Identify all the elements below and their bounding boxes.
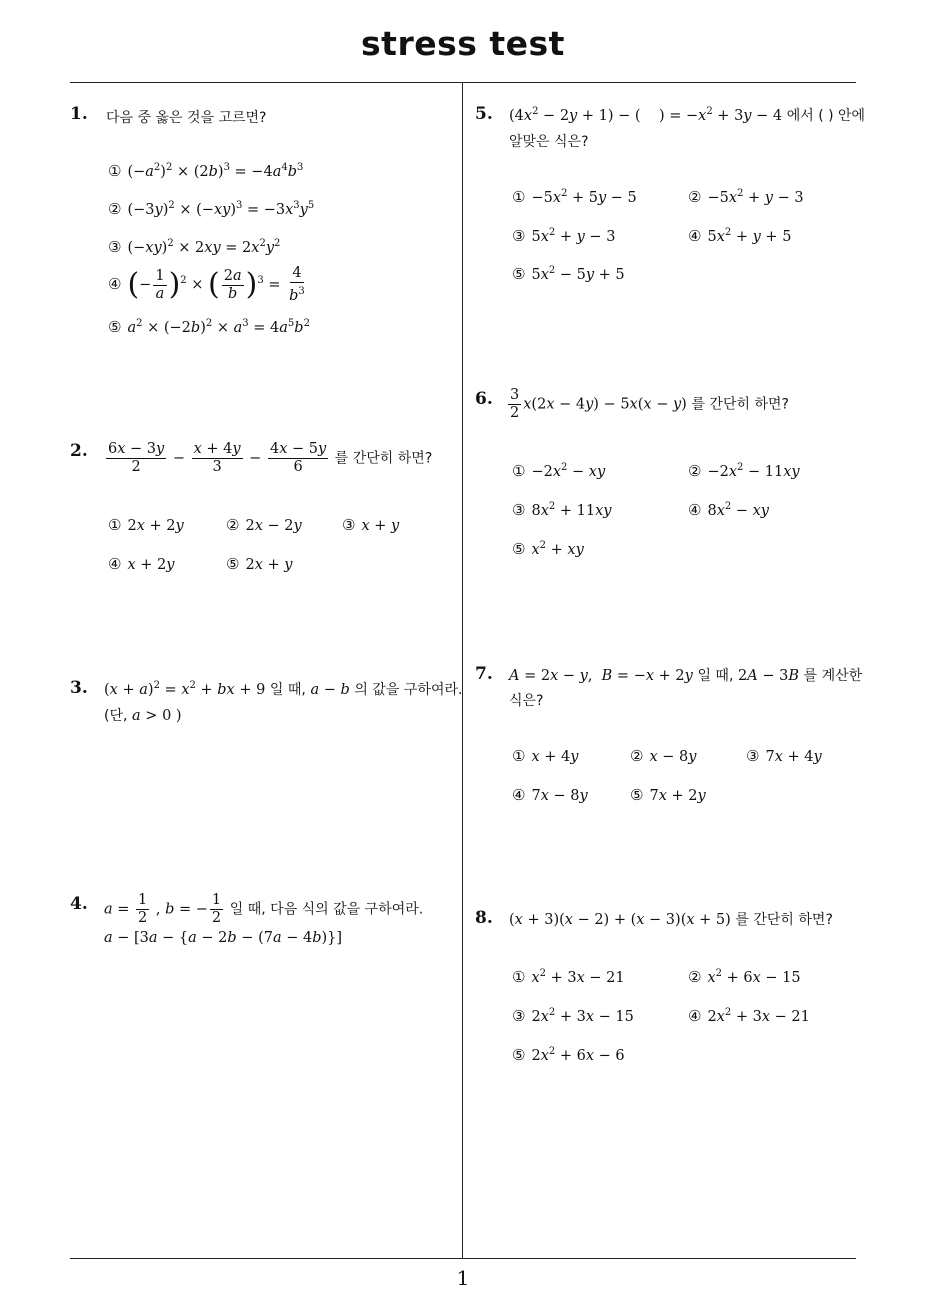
choice-1[interactable]: ① $(-a^2)^2 \times (2b)^3 = -4a^4b^3$ xyxy=(108,162,304,180)
question-text: 에서 ( ) 안에 xyxy=(786,108,866,124)
question-7-line-1: A = 2x − y, B = −x + 2y 일 때, 2A − 3B 를 계산한 xyxy=(509,668,863,684)
page-number: 1 xyxy=(456,1266,470,1290)
question-5-line-1: $(4x^2 - 2y + 1)$ − ( ) = $-x^2 + 3y - 4$ 에서 ( ) 안에 xyxy=(509,106,866,124)
question-condition: (단, xyxy=(104,708,128,724)
choice-4[interactable]: ④ 7x − 8y xyxy=(512,786,588,804)
question-3-line-2: (단, a > 0 ) xyxy=(104,708,182,724)
column-divider xyxy=(462,83,463,1258)
choice-marker: ④ xyxy=(688,227,702,245)
question-text: 알맞은 식은? xyxy=(509,134,589,150)
choice-marker: ⑤ xyxy=(630,786,644,804)
choice-3[interactable]: ③ x + y xyxy=(342,516,400,534)
question-number: 1. xyxy=(70,104,88,124)
choice-5[interactable]: ⑤ $x^2$ + xy xyxy=(512,540,584,558)
choice-1[interactable]: ① 2x + 2y xyxy=(108,516,184,534)
question-text: 를 간단히 하면? xyxy=(334,450,433,467)
choice-marker: ③ xyxy=(512,227,526,245)
choice-4[interactable]: ④ $5x^2 + y + 5$ xyxy=(688,227,792,245)
question-text: 를 간단히 하면? xyxy=(735,912,833,928)
choice-5[interactable]: ⑤ 2x + y xyxy=(226,555,293,573)
choice-marker: ⑤ xyxy=(512,1046,526,1064)
choice-marker: ⑤ xyxy=(226,555,240,573)
choice-5[interactable]: ⑤ $a^2 \times (-2b)^2 \times a^3 = 4a^5b^2$ xyxy=(108,318,310,336)
choice-2[interactable]: ② $-5x^2 + y - 3$ xyxy=(688,188,804,206)
choice-3[interactable]: ③ $8x^2 + 11xy$ xyxy=(512,501,612,519)
page-title: stress test xyxy=(361,24,565,63)
choice-4[interactable]: ④ $2x^2 + 3x - 21$ xyxy=(688,1007,810,1025)
choice-5[interactable]: ⑤ 7x + 2y xyxy=(630,786,706,804)
choice-marker: ③ xyxy=(108,238,122,256)
choice-marker: ⑤ xyxy=(108,318,122,336)
choice-marker: ① xyxy=(512,462,526,480)
choice-marker: ⑤ xyxy=(512,265,526,283)
choice-marker: ② xyxy=(688,188,702,206)
question-text: 의 값을 구하여라. xyxy=(354,682,463,698)
choice-marker: ② xyxy=(630,747,644,765)
choice-marker: ④ xyxy=(688,501,702,519)
question-number: 8. xyxy=(475,908,493,928)
choice-3[interactable]: ③ 7x + 4y xyxy=(746,747,822,765)
choice-marker: ① xyxy=(108,162,122,180)
question-text: 일 때, xyxy=(697,668,734,684)
choice-5[interactable]: ⑤ $5x^2 - 5y + 5$ xyxy=(512,265,625,283)
choice-1[interactable]: ① x + 4y xyxy=(512,747,579,765)
choice-marker: ① xyxy=(512,188,526,206)
question-6-expression: $\frac{3}{2}$ x(2x − 4y) − 5x(x − y) 를 간단히 하면? xyxy=(510,387,789,421)
choice-1[interactable]: ① $-2x^2$ − xy xyxy=(512,462,606,480)
choice-4[interactable]: ④ $8x^2$ − xy xyxy=(688,501,769,519)
choice-marker: ④ xyxy=(512,786,526,804)
choice-marker: ③ xyxy=(342,516,356,534)
choice-marker: ① xyxy=(512,968,526,986)
choice-5[interactable]: ⑤ $2x^2 + 6x - 6$ xyxy=(512,1046,625,1064)
bottom-rule xyxy=(70,1258,856,1259)
top-rule xyxy=(70,82,856,83)
question-8-expression: (x + 3)(x − 2) + (x − 3)(x + 5) 를 간단히 하면? xyxy=(509,912,833,928)
question-text: 일 때, 다음 식의 값을 구하여라. xyxy=(229,901,424,918)
choice-marker: ④ xyxy=(108,555,122,573)
question-5-line-2 xyxy=(509,131,589,151)
question-text: 다음 중 옳은 것을 고르면? xyxy=(106,110,267,126)
choice-marker: ⑤ xyxy=(512,540,526,558)
question-text: 를 간단히 하면? xyxy=(691,396,789,413)
question-number: 6. xyxy=(475,389,493,409)
question-2-expression: $\frac{6x - 3y}{2}$ − $\frac{x + 4y}{3}$ − $\frac{4x - 5y}{6}$ 를 간단히 하면? xyxy=(108,441,433,475)
choice-1[interactable]: ① $-5x^2 + 5y - 5$ xyxy=(512,188,637,206)
question-7-line-2 xyxy=(509,690,543,710)
choice-2[interactable]: ② $(-3y)^2 \times (-xy)^3 = -3x^3y^5$ xyxy=(108,200,315,218)
choice-marker: ③ xyxy=(512,501,526,519)
question-text: 를 계산한 xyxy=(803,668,863,684)
question-4-line-2: a − [3a − {a − 2b − (7a − 4b)}] xyxy=(104,930,343,946)
question-number: 3. xyxy=(70,678,88,698)
question-number: 2. xyxy=(70,441,88,461)
choice-marker: ① xyxy=(512,747,526,765)
choice-4[interactable]: ④ x + 2y xyxy=(108,555,175,573)
choice-4[interactable]: ④ (− $\frac{1}{a}$ )$^2$ × ( $\frac{2a}{b}$ )$^3$ = $\frac{4}{b^3}$ xyxy=(108,265,305,304)
question-number: 4. xyxy=(70,894,88,914)
question-number: 7. xyxy=(475,664,493,684)
choice-marker: ③ xyxy=(512,1007,526,1025)
choice-2[interactable]: ② 2x − 2y xyxy=(226,516,302,534)
question-text: 식은? xyxy=(509,693,544,709)
choice-marker: ② xyxy=(688,462,702,480)
choice-marker: ① xyxy=(108,516,122,534)
question-3-line-1: $(x + a)^2 = x^2$ + bx + 9 일 때, a − b 의 값을 구하여라. xyxy=(104,680,463,698)
choice-marker: ③ xyxy=(746,747,760,765)
choice-3[interactable]: ③ $(-xy)^2 \times 2xy = 2x^2y^2$ xyxy=(108,238,281,256)
choice-1[interactable]: ① $x^2 + 3x - 21$ xyxy=(512,968,625,986)
choice-marker: ④ xyxy=(688,1007,702,1025)
choice-3[interactable]: ③ $5x^2 + y - 3$ xyxy=(512,227,616,245)
choice-2[interactable]: ② $-2x^2 - 11xy$ xyxy=(688,462,800,480)
choice-3[interactable]: ③ $2x^2 + 3x - 15$ xyxy=(512,1007,634,1025)
question-4-line-1: a = $\frac{1}{2}$ , b = − $\frac{1}{2}$ 일 때, 다음 식의 값을 구하여라. xyxy=(104,892,424,926)
question-text: 일 때, xyxy=(269,682,306,698)
choice-marker: ② xyxy=(688,968,702,986)
choice-2[interactable]: ② x − 8y xyxy=(630,747,697,765)
question-condition-close: ) xyxy=(175,708,182,724)
choice-marker: ② xyxy=(108,200,122,218)
choice-marker: ② xyxy=(226,516,240,534)
question-number: 5. xyxy=(475,104,493,124)
choice-marker: ④ xyxy=(108,275,122,293)
choice-2[interactable]: ② $x^2 + 6x - 15$ xyxy=(688,968,801,986)
